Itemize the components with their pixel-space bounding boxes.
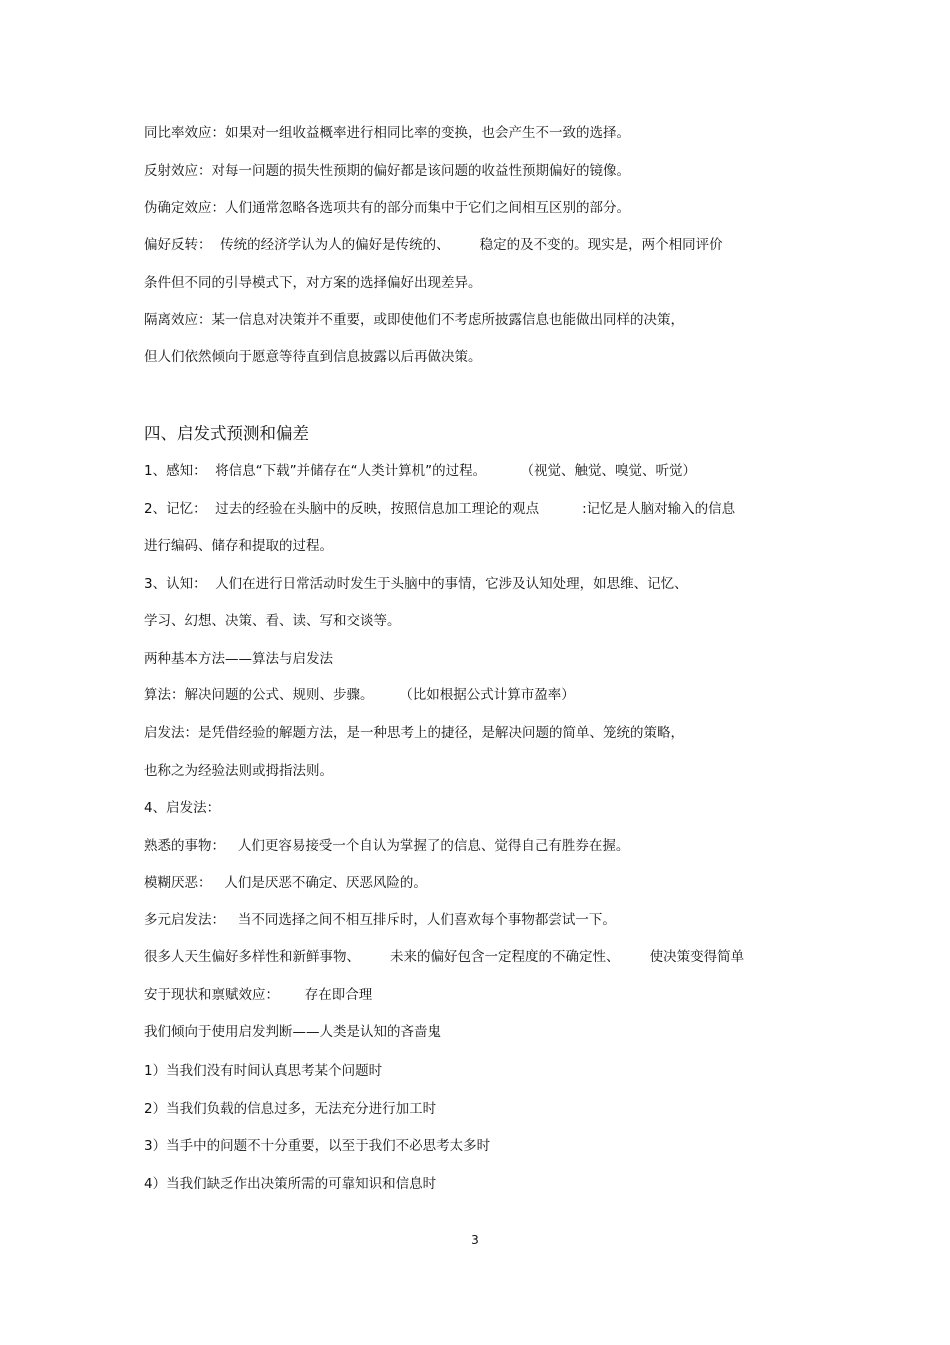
page-number: 3 xyxy=(471,1233,479,1247)
text-line: 3、认知： 人们在进行日常活动时发生于头脑中的事情，它涉及认知处理，如思维、记忆、 xyxy=(144,576,688,592)
text-line: 进行编码、储存和提取的过程。 xyxy=(144,538,333,554)
text-line: 很多人天生偏好多样性和新鲜事物、 未来的偏好包含一定程度的不确定性、 使决策变得简单 xyxy=(144,949,745,965)
list-item: 4）当我们缺乏作出决策所需的可靠知识和信息时 xyxy=(144,1176,437,1192)
text-line: 我们倾向于使用启发判断——人类是认知的吝啬鬼 xyxy=(144,1024,441,1040)
text-line: 伪确定效应：人们通常忽略各选项共有的部分而集中于它们之间相互区别的部分。 xyxy=(144,200,630,216)
text-line: 同比率效应：如果对一组收益概率进行相同比率的变换，也会产生不一致的选择。 xyxy=(144,125,630,141)
text-line: 学习、幻想、决策、看、读、写和交谈等。 xyxy=(144,613,401,629)
list-item: 1）当我们没有时间认真思考某个问题时 xyxy=(144,1063,383,1079)
text-line: 多元启发法： 当不同选择之间不相互排斥时，人们喜欢每个事物都尝试一下。 xyxy=(144,912,616,928)
list-item: 3）当手中的问题不十分重要，以至于我们不必思考太多时 xyxy=(144,1138,491,1154)
text-line: 偏好反转： 传统的经济学认为人的偏好是传统的、 稳定的及不变的。现实是，两个相同评价 xyxy=(144,237,723,253)
text-line: 启发法：是凭借经验的解题方法，是一种思考上的捷径，是解决问题的简单、笼统的策略， xyxy=(144,725,684,741)
text-line: 也称之为经验法则或拇指法则。 xyxy=(144,763,333,779)
list-item: 2）当我们负载的信息过多，无法充分进行加工时 xyxy=(144,1101,437,1117)
text-line: 安于现状和禀赋效应： 存在即合理 xyxy=(144,987,373,1003)
text-line: 反射效应：对每一问题的损失性预期的偏好都是该问题的收益性预期偏好的镜像。 xyxy=(144,163,630,179)
text-line: 1、感知： 将信息“下载”并储存在“人类计算机”的过程。 （视觉、触觉、嗅觉、听觉） xyxy=(144,463,696,479)
text-line: 4、启发法： xyxy=(144,800,221,816)
text-line: 2、记忆： 过去的经验在头脑中的反映，按照信息加工理论的观点 :记忆是人脑对输入的信息 xyxy=(144,501,736,517)
text-line: 条件但不同的引导模式下，对方案的选择偏好出现差异。 xyxy=(144,275,482,291)
section-heading: 四、启发式预测和偏差 xyxy=(144,424,309,443)
text-line: 模糊厌恶： 人们是厌恶不确定、厌恶风险的。 xyxy=(144,875,427,891)
text-line: 熟悉的事物： 人们更容易接受一个自认为掌握了的信息、觉得自己有胜券在握。 xyxy=(144,838,630,854)
text-line: 隔离效应：某一信息对决策并不重要，或即使他们不考虑所披露信息也能做出同样的决策， xyxy=(144,312,684,328)
text-line: 算法：解决问题的公式、规则、步骤。 （比如根据公式计算市盈率） xyxy=(144,687,575,703)
text-line: 两种基本方法——算法与启发法 xyxy=(144,651,333,667)
text-line: 但人们依然倾向于愿意等待直到信息披露以后再做决策。 xyxy=(144,349,482,365)
